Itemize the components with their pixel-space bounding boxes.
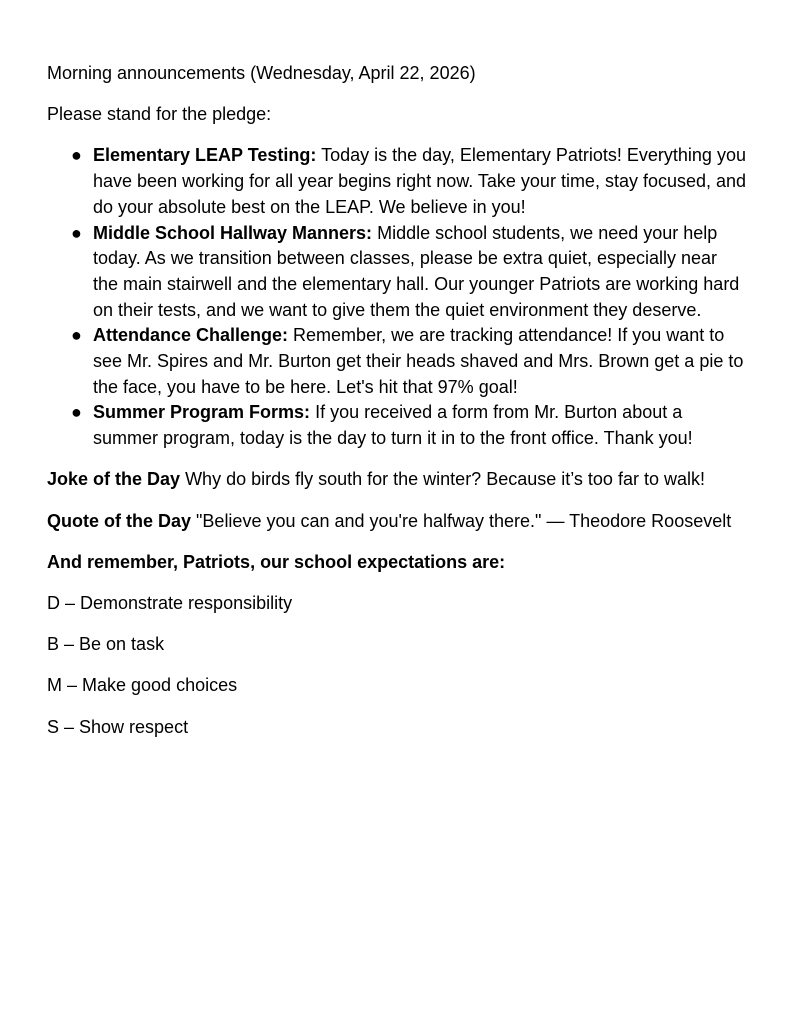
document-page <box>47 61 747 756</box>
announcements-title: Morning announcements (Wednesday, April 22, 2026) <box>47 63 476 83</box>
expectation-item: B – Be on task <box>47 634 165 655</box>
quote-label: Quote of the Day <box>47 510 192 531</box>
announcement-text: Today is the day, Elementary Patriots! Everything you have been working for all year begins right now. Take your time, stay focused, and do your absolute best on the LEAP. We believe in you! <box>93 145 747 217</box>
expectation-item: M – Make good choices <box>47 675 238 696</box>
bullet-icon: ● <box>71 145 82 166</box>
pledge-line: Please stand for the pledge: <box>47 104 272 125</box>
announcement-item-attendance-challenge <box>47 323 747 400</box>
expectation-item: S – Show respect <box>47 716 189 737</box>
announcement-text: Remember, we are tracking attendance! If you want to see Mr. Spires and Mr. Burton get their heads shaved and Mrs. Brown get a pie to the face, you have to be here. Let's hit that 97% goal! <box>93 325 744 397</box>
bullet-icon: ● <box>71 222 82 243</box>
bullet-icon: ● <box>71 325 82 346</box>
quote-text: "Believe you can and you're halfway there." — Theodore Roosevelt <box>196 510 732 531</box>
expectations-heading: And remember, Patriots, our school expectations are: <box>47 551 506 572</box>
bullet-icon: ● <box>71 402 82 423</box>
joke-label: Joke of the Day <box>47 469 181 490</box>
announcement-item-hallway-manners <box>47 221 747 324</box>
announcement-heading: Attendance Challenge: <box>93 325 289 346</box>
announcement-text: If you received a form from Mr. Burton about a summer program, today is the day to turn it in to the front office. Thank you! <box>93 402 693 449</box>
announcement-heading: Summer Program Forms: <box>93 402 311 423</box>
announcement-heading: Elementary LEAP Testing: <box>93 145 317 166</box>
joke-text: Why do birds fly south for the winter? Because it’s too far to walk! <box>185 469 705 490</box>
quote-of-the-day <box>47 509 747 535</box>
announcement-item-summer-forms <box>47 400 747 451</box>
joke-of-the-day <box>47 467 747 493</box>
expectation-item: D – Demonstrate responsibility <box>47 592 293 613</box>
announcement-text: Middle school students, we need your help today. As we transition between classes, please be extra quiet, especially near the main stairwell and the elementary hall. Our younger Patriots are working hard on their tests, and we want to give them the quiet environment they deserve. <box>93 222 740 320</box>
announcement-list <box>47 143 747 451</box>
announcement-heading: Middle School Hallway Manners: <box>93 222 373 243</box>
announcement-item-leap-testing <box>47 143 747 220</box>
